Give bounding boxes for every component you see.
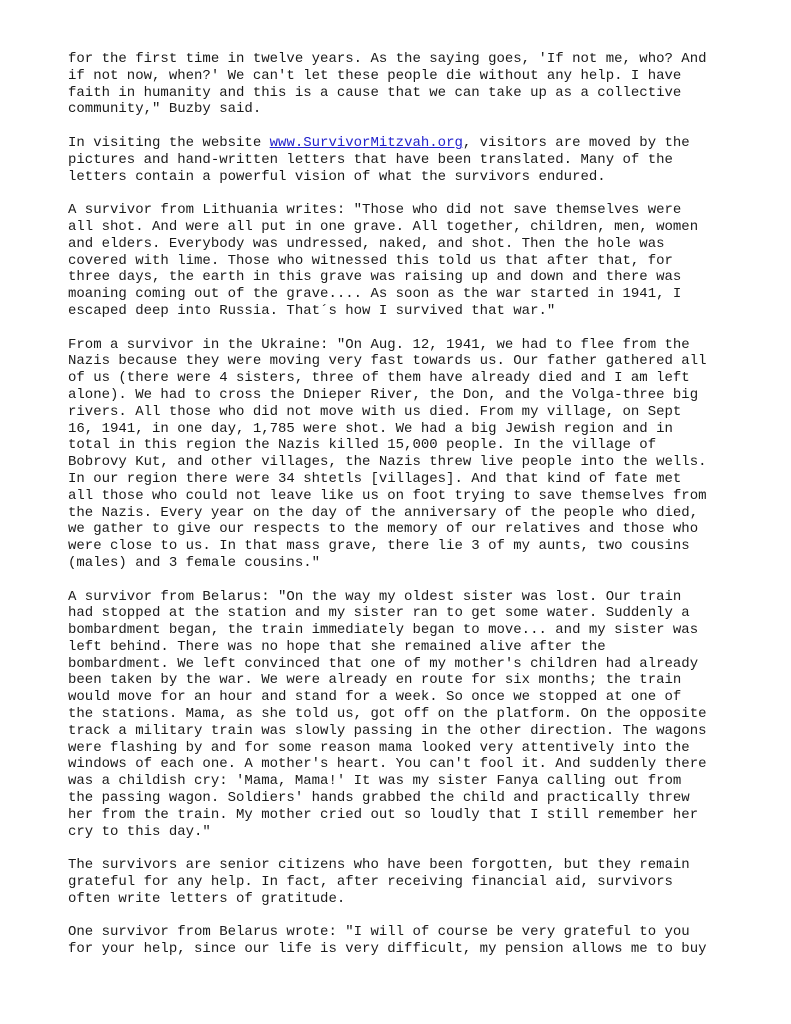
text-line: the Nazis. Every year on the day of the anniversary of the people who died, [68,504,699,521]
paragraph-6 [68,857,725,907]
paragraph-7 [68,924,725,958]
paragraph-2 [68,135,725,185]
text-line: if not now, when?' We can't let these people die without any help. I have [68,67,682,84]
text-line: covered with lime. Those who witnessed this told us that after that, for [68,252,673,269]
paragraph-4 [68,337,725,572]
text-line: moaning coming out of the grave.... As soon as the war started in 1941, I [68,286,682,303]
text-line: we gather to give our respects to the memory of our relatives and those who [68,521,699,538]
survivormitzvah-link[interactable]: www.SurvivorMitzvah.org [269,134,463,151]
text-line: were close to us. In that mass grave, there lie 3 of my aunts, two cousins [68,538,690,555]
text-line: In our region there were 34 shtetls [villages]. And that kind of fate met [68,470,682,487]
text-line: A survivor from Lithuania writes: "Those who did not save themselves were [68,202,682,219]
text-line: community," Buzby said. [68,101,262,118]
paragraph-3 [68,202,725,320]
text-line: often write letters of gratitude. [68,890,346,907]
text-line: Bobrovy Kut, and other villages, the Nazis threw live people into the wells. [68,454,707,471]
text-line: all shot. And were all put in one grave. All together, children, men, women [68,218,699,235]
text-line: track a military train was slowly passing in the other direction. The wagons [68,722,707,739]
text-line: rivers. All those who did not move with us died. From my village, on Sept [68,403,682,420]
text-line: her from the train. My mother cried out so loudly that I still remember her [68,806,699,823]
text-line: were flashing by and for some reason mama looked very attentively into the [68,739,690,756]
article-body [68,51,725,958]
text-line: grateful for any help. In fact, after receiving financial aid, survivors [68,874,673,891]
text-line: alone). We had to cross the Dnieper River, the Don, and the Volga-three big [68,386,699,403]
text-line: three days, the earth in this grave was raising up and down and there was [68,269,682,286]
text-line: From a survivor in the Ukraine: "On Aug. 12, 1941, we had to flee from the [68,336,690,353]
text-line: and elders. Everybody was undressed, naked, and shot. Then the hole was [68,235,665,252]
text-line: pictures and hand-written letters that have been translated. Many of the [68,151,673,168]
text-line: windows of each one. A mother's heart. You can't fool it. And suddenly there [68,756,707,773]
text-line: for the first time in twelve years. As the saying goes, 'If not me, who? And [68,51,707,67]
text-line: of us (there were 4 sisters, three of them have already died and I am left [68,370,690,387]
text-line: was a childish cry: 'Mama, Mama!' It was my sister Fanya calling out from [68,773,682,790]
text-line: bombardment. We left convinced that one of my mother's children had already [68,655,699,672]
text-line: had stopped at the station and my sister ran to get some water. Suddenly a [68,605,690,622]
text-line: the stations. Mama, as she told us, got off on the platform. On the opposite [68,706,707,723]
text-line: cry to this day." [68,823,211,840]
text-line: A survivor from Belarus: "On the way my oldest sister was lost. Our train [68,588,682,605]
text-line: escaped deep into Russia. That´s how I survived that war." [68,302,556,319]
text-line: faith in humanity and this is a cause that we can take up as a collective [68,84,682,101]
text-line: total in this region the Nazis killed 15,000 people. In the village of [68,437,657,454]
text-line: left behind. There was no hope that she remained alive after the [68,638,606,655]
text-line: 16, 1941, in one day, 1,785 were shot. We had a big Jewish region and in [68,420,673,437]
text-line: Nazis because they were moving very fast towards us. Our father gathered all [68,353,707,370]
text-line: In visiting the website www.SurvivorMitzvah.org, visitors are moved by the [68,134,690,151]
paragraph-1 [68,51,725,118]
text-line: The survivors are senior citizens who have been forgotten, but they remain [68,857,690,874]
text-line: bombardment began, the train immediately began to move... and my sister was [68,622,699,639]
text-line: letters contain a powerful vision of what the survivors endured. [68,168,606,185]
text-line: (males) and 3 female cousins." [68,554,321,571]
text-line: all those who could not leave like us on foot trying to save themselves from [68,487,707,504]
text-line: for your help, since our life is very difficult, my pension allows me to buy [68,941,707,958]
text-line: been taken by the war. We were already en route for six months; the train [68,672,682,689]
paragraph-5 [68,589,725,841]
text-line: the passing wagon. Soldiers' hands grabbed the child and practically threw [68,790,690,807]
text-line: would move for an hour and stand for a week. So once we stopped at one of [68,689,682,706]
text-line: One survivor from Belarus wrote: "I will of course be very grateful to you [68,924,690,941]
